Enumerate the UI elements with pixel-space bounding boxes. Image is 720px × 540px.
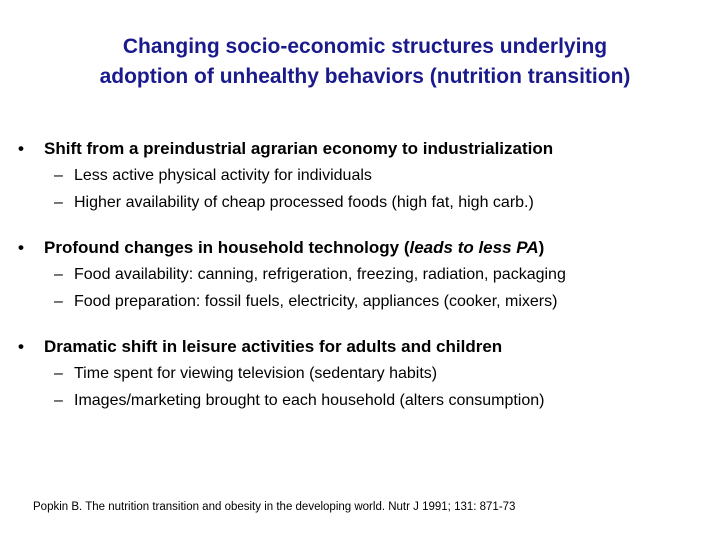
sub-bullet-item <box>54 162 713 189</box>
sub-bullet-text: Images/marketing brought to each household (alters consumption) <box>74 392 545 409</box>
sub-bullet-item <box>54 261 713 288</box>
sub-bullet-item <box>54 288 713 315</box>
bullet-text: Shift from a preindustrial agrarian economy to industrialization <box>44 139 554 158</box>
sub-bullet-item <box>54 387 713 414</box>
sub-bullet-marker: – <box>54 293 63 310</box>
sub-bullet-list <box>54 261 713 315</box>
sub-bullet-item <box>54 360 713 387</box>
bullet-item <box>18 235 713 315</box>
bullet-text-before: Profound changes in household technology ( <box>44 238 410 257</box>
bullet-text-italic: leads to less PA <box>409 238 539 257</box>
sub-bullet-text: Time spent for viewing television (sedentary habits) <box>74 365 438 382</box>
bullet-text: Dramatic shift in leisure activities for adults and children <box>44 337 503 356</box>
sub-bullet-text: Less active physical activity for individuals <box>74 167 372 184</box>
sub-bullet-list <box>54 162 713 216</box>
citation: Popkin B. The nutrition transition and obesity in the developing world. Nutr J 1991; 131: 871-73 <box>33 501 516 513</box>
slide-title <box>20 32 710 92</box>
bullet-marker: • <box>18 139 24 158</box>
bullet-marker: • <box>18 238 24 257</box>
sub-bullet-text: Higher availability of cheap processed foods (high fat, high carb.) <box>74 194 534 211</box>
sub-bullet-marker: – <box>54 167 63 184</box>
sub-bullet-list <box>54 360 713 414</box>
bullet-item <box>18 334 713 414</box>
bullet-list <box>18 136 713 433</box>
sub-bullet-text: Food availability: canning, refrigeration, freezing, radiation, packaging <box>74 266 566 283</box>
sub-bullet-item <box>54 189 713 216</box>
title-line-2: adoption of unhealthy behaviors (nutrition transition) <box>99 65 631 88</box>
sub-bullet-marker: – <box>54 392 63 409</box>
title-line-1: Changing socio-economic structures underlying <box>122 35 608 58</box>
sub-bullet-marker: – <box>54 194 63 211</box>
bullet-text <box>44 235 544 261</box>
bullet-marker: • <box>18 337 24 356</box>
bullet-text-after: ) <box>538 238 545 257</box>
sub-bullet-marker: – <box>54 266 63 283</box>
sub-bullet-marker: – <box>54 365 63 382</box>
sub-bullet-text: Food preparation: fossil fuels, electricity, appliances (cooker, mixers) <box>74 293 558 310</box>
bullet-item <box>18 136 713 216</box>
